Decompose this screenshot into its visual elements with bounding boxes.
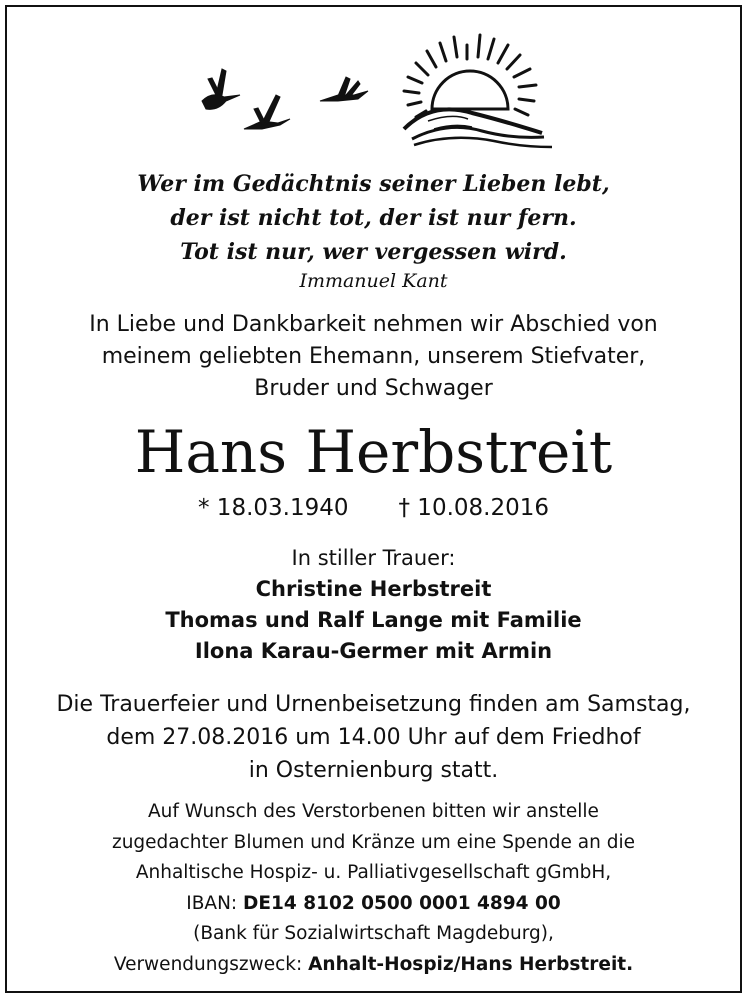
donation-request xyxy=(7,797,740,980)
purpose-label: Verwendungszweck: xyxy=(113,953,303,975)
intro-line: Bruder und Schwager xyxy=(254,376,493,401)
flying-birds-icon xyxy=(202,69,368,129)
ceremony-line: Die Trauerfeier und Urnenbeisetzung finden am Samstag, xyxy=(56,692,691,717)
sunset-over-hills-icon xyxy=(404,35,552,147)
memorial-quote xyxy=(7,167,740,269)
mourner-name: Thomas und Ralf Lange mit Familie xyxy=(165,608,582,632)
iban-line xyxy=(7,889,740,920)
donation-line: Auf Wunsch des Verstorbenen bitten wir anstelle xyxy=(148,801,599,822)
purpose-line xyxy=(7,950,740,981)
deceased-name: Hans Herbstreit xyxy=(134,418,613,486)
iban-value: DE14 8102 0500 0001 4894 00 xyxy=(243,892,561,914)
obituary-notice xyxy=(5,5,742,993)
ceremony-info xyxy=(7,688,740,787)
farewell-intro xyxy=(7,309,740,405)
iban-label: IBAN: xyxy=(186,892,238,914)
purpose-value: Anhalt-Hospiz/Hans Herbstreit. xyxy=(308,953,634,975)
mourner-name: Ilona Karau-Germer mit Armin xyxy=(194,639,553,663)
ceremony-line: in Osternienburg statt. xyxy=(248,758,499,783)
donation-line: Anhaltische Hospiz- u. Palliativgesellschaft gGmbH, xyxy=(135,862,612,883)
decorative-artwork xyxy=(182,29,562,149)
donation-line: zugedachter Blumen und Kränze um eine Spende an die xyxy=(111,831,635,853)
mourner-name: Christine Herbstreit xyxy=(255,577,492,601)
birth-date: * 18.03.1940 xyxy=(198,495,349,521)
life-dates xyxy=(7,493,740,523)
quote-line: der ist nicht tot, der ist nur fern. xyxy=(170,205,577,231)
intro-line: meinem geliebten Ehemann, unserem Stiefvater, xyxy=(101,344,646,369)
death-date: † 10.08.2016 xyxy=(398,495,549,521)
quote-line: Wer im Gedächtnis seiner Lieben lebt, xyxy=(137,171,610,197)
ceremony-line: dem 27.08.2016 um 14.00 Uhr auf dem Friedhof xyxy=(106,725,641,750)
quote-author: Immanuel Kant xyxy=(299,270,448,292)
quote-line: Tot ist nur, wer vergessen wird. xyxy=(180,239,567,265)
intro-line: In Liebe und Dankbarkeit nehmen wir Abschied von xyxy=(89,312,658,337)
mourners-heading: In stiller Trauer: xyxy=(291,546,456,570)
mourners-list xyxy=(7,543,740,667)
bank-name: (Bank für Sozialwirtschaft Magdeburg), xyxy=(193,923,554,944)
